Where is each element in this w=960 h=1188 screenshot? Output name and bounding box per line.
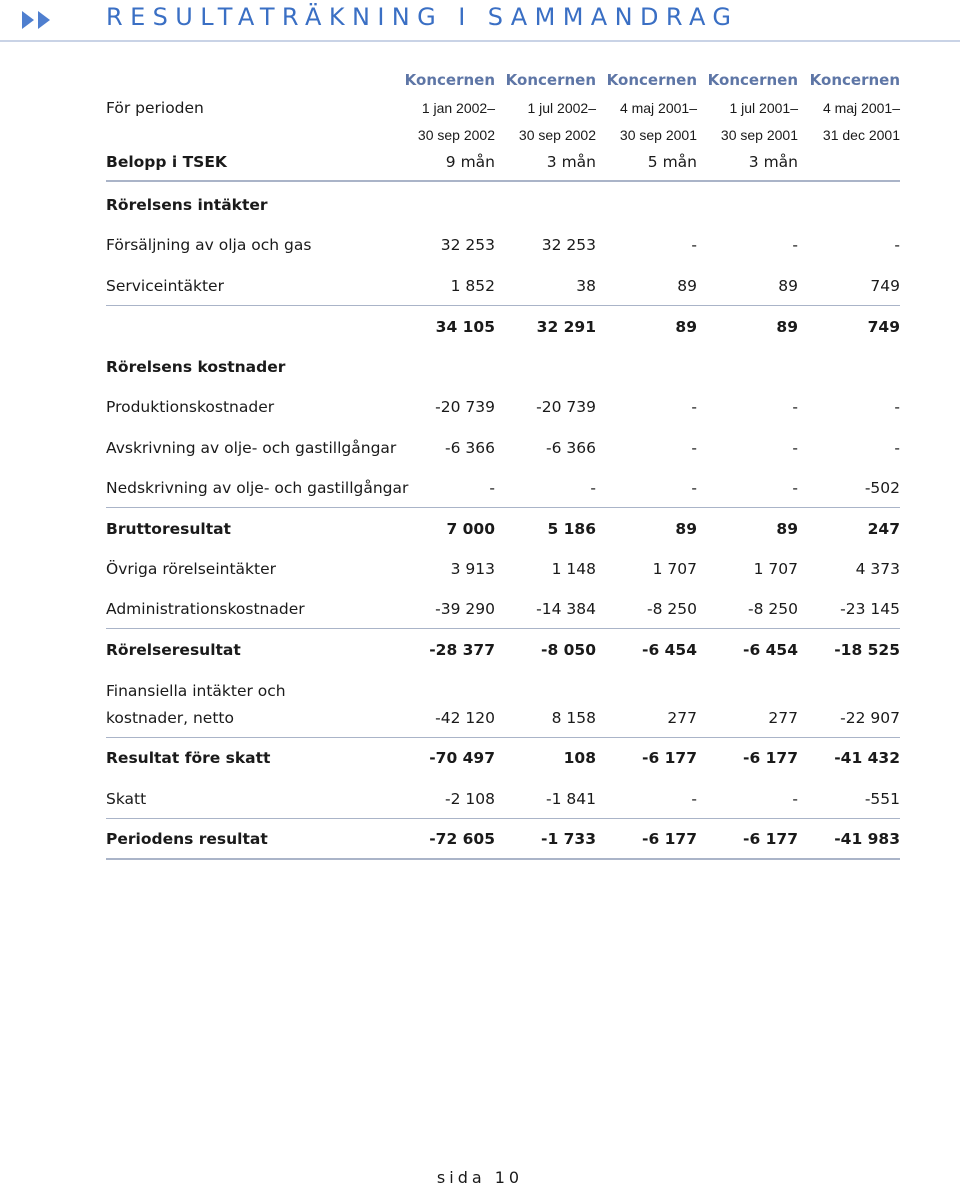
cell: 749 [870,277,900,295]
cell: 89 [675,318,697,336]
period-start: 1 jan 2002– [421,100,495,116]
cell: - [691,479,697,497]
table-row [106,275,900,297]
row-label: Övriga rörelseintäkter [106,560,276,578]
cell: 247 [867,520,900,538]
row-label: Produktionskostnader [106,398,275,416]
period-start: 1 jul 2002– [527,100,596,116]
row-label: Bruttoresultat [106,520,231,538]
cell: -6 177 [642,830,697,848]
cell: -6 454 [743,641,798,659]
subtotal-row [106,316,900,338]
revenue-heading: Rörelsens intäkter [106,196,268,214]
period-end: 30 sep 2002 [417,127,495,143]
costs-heading: Rörelsens kostnader [106,358,286,376]
column-entity: Koncernen [505,71,596,89]
cell: 89 [776,520,798,538]
section-heading [106,356,900,378]
table-row [106,396,900,418]
period-end: 31 dec 2001 [822,127,900,143]
divider [106,858,900,860]
cell: -22 907 [840,709,900,727]
cell: 89 [778,277,798,295]
entity-header-row [106,69,900,91]
table-row [106,707,900,729]
table-row [106,477,900,499]
cell: - [894,398,900,416]
page-number: sida 10 [436,1168,524,1187]
row-label: Finansiella intäkter och [106,682,286,700]
double-chevron-icon [20,9,56,31]
period-end-row [106,124,900,146]
cell: -6 454 [642,641,697,659]
cell: -6 177 [743,749,798,767]
column-entity: Koncernen [707,71,798,89]
cell: - [792,439,798,457]
row-label: Administrationskostnader [106,600,305,618]
cell: -18 525 [834,641,900,659]
duration: 5 mån [647,153,697,171]
table-row [106,518,900,540]
row-label: Periodens resultat [106,830,268,848]
table-row [106,680,900,702]
cell: 1 707 [753,560,798,578]
cell: -41 432 [834,749,900,767]
section-heading [106,194,900,216]
duration: 3 mån [748,153,798,171]
cell: -42 120 [435,709,495,727]
cell: -8 050 [541,641,596,659]
divider [106,180,900,182]
cell: - [489,479,495,497]
cell: 108 [563,749,596,767]
cell: - [691,790,697,808]
period-start-row [106,97,900,119]
cell: 277 [768,709,798,727]
table-row [106,234,900,256]
table-row [106,598,900,620]
period-label: För perioden [106,99,204,117]
cell: -6 366 [546,439,596,457]
divider [106,305,900,306]
cell: -70 497 [429,749,495,767]
period-end: 30 sep 2001 [619,127,697,143]
divider [106,507,900,508]
cell: -39 290 [435,600,495,618]
column-entity: Koncernen [404,71,495,89]
cell: - [792,398,798,416]
amount-label: Belopp i TSEK [106,153,227,171]
cell: 38 [576,277,596,295]
column-entity: Koncernen [606,71,697,89]
cell: -6 366 [445,439,495,457]
row-label: Avskrivning av olje- och gastillgångar [106,439,397,457]
duration-row [106,151,900,173]
cell: 7 000 [446,520,495,538]
row-label: Försäljning av olja och gas [106,236,312,254]
table-row [106,437,900,459]
divider [106,628,900,629]
table-row [106,828,900,850]
page-title: RESULTATRÄKNING I SAMMANDRAG [106,3,739,31]
cell: 34 105 [435,318,495,336]
cell: -2 108 [445,790,495,808]
table-row [106,747,900,769]
period-start: 4 maj 2001– [619,100,697,116]
row-label: Rörelseresultat [106,641,241,659]
row-label: kostnader, netto [106,709,234,727]
table-row [106,558,900,580]
column-entity: Koncernen [809,71,900,89]
cell: 1 707 [652,560,697,578]
cell: 8 158 [551,709,596,727]
cell: - [792,236,798,254]
cell: -8 250 [748,600,798,618]
period-end: 30 sep 2002 [518,127,596,143]
cell: -8 250 [647,600,697,618]
cell: - [691,398,697,416]
divider [106,818,900,819]
cell: 277 [667,709,697,727]
cell: 749 [867,318,900,336]
cell: -41 983 [834,830,900,848]
cell: -20 739 [536,398,596,416]
period-end: 30 sep 2001 [720,127,798,143]
cell: 89 [675,520,697,538]
cell: 32 291 [536,318,596,336]
cell: -502 [864,479,900,497]
table-row [106,788,900,810]
cell: -28 377 [429,641,495,659]
row-label: Serviceintäkter [106,277,224,295]
cell: 5 186 [547,520,596,538]
cell: 32 253 [541,236,596,254]
cell: - [590,479,596,497]
cell: -1 733 [541,830,596,848]
cell: 89 [776,318,798,336]
cell: -1 841 [546,790,596,808]
page-header [0,0,960,42]
cell: - [894,236,900,254]
cell: 89 [677,277,697,295]
cell: 1 148 [551,560,596,578]
period-start: 1 jul 2001– [729,100,798,116]
row-label: Resultat före skatt [106,749,271,767]
cell: 4 373 [855,560,900,578]
cell: 3 913 [450,560,495,578]
cell: - [792,790,798,808]
duration: 3 mån [546,153,596,171]
table-row [106,639,900,661]
cell: -72 605 [429,830,495,848]
cell: -14 384 [536,600,596,618]
cell: -20 739 [435,398,495,416]
cell: -6 177 [642,749,697,767]
cell: - [894,439,900,457]
cell: -551 [864,790,900,808]
cell: -6 177 [743,830,798,848]
duration: 9 mån [445,153,495,171]
row-label: Skatt [106,790,147,808]
cell: - [792,479,798,497]
cell: 1 852 [450,277,495,295]
row-label: Nedskrivning av olje- och gastillgångar [106,479,409,497]
divider [106,737,900,738]
cell: -23 145 [840,600,900,618]
cell: 32 253 [440,236,495,254]
cell: - [691,236,697,254]
cell: - [691,439,697,457]
period-start: 4 maj 2001– [822,100,900,116]
